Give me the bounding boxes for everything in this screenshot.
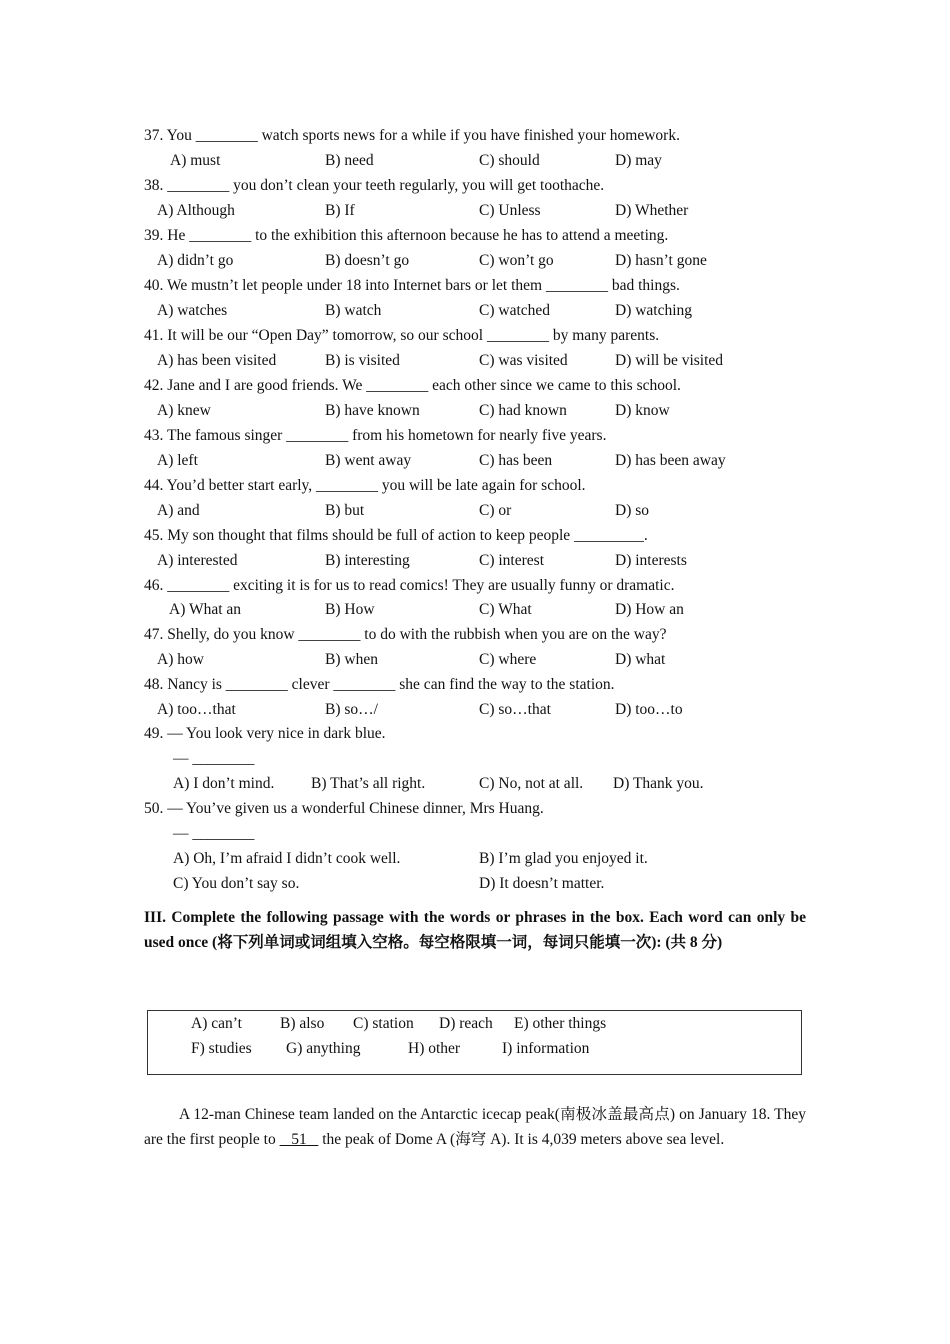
q50-option-a: A) Oh, I’m afraid I didn’t cook well.: [173, 850, 401, 867]
q43-option-d: D) has been away: [615, 452, 726, 469]
q42-option-d: D) know: [615, 402, 670, 419]
question-47: 47. Shelly, do you know ________ to do with the rubbish when you are on the way?: [144, 626, 667, 643]
q42-option-c: C) had known: [479, 402, 567, 419]
q47-option-b: B) when: [325, 651, 378, 668]
q38-option-b: B) If: [325, 202, 355, 219]
q50-option-d: D) It doesn’t matter.: [479, 875, 605, 892]
q49-reply-blank: — ________: [173, 750, 255, 767]
word-bank-box: [147, 1010, 802, 1075]
q48-option-a: A) too…that: [157, 701, 236, 718]
word-bank-item-a: A) can’t: [191, 1015, 242, 1032]
section-3-heading: III. Complete the following passage with the words or phrases in the box. Each word can only be used once (将下列单词或词组填入空格。每空格限填一词，每词只能填一次): (共 8 分): [144, 909, 806, 951]
q46-option-d: D) How an: [615, 601, 684, 618]
q50-option-c: C) You don’t say so.: [173, 875, 300, 892]
q49-option-c: C) No, not at all.: [479, 775, 584, 792]
question-40: 40. We mustn’t let people under 18 into Internet bars or let them ________ bad things.: [144, 277, 680, 294]
q46-option-c: C) What: [479, 601, 532, 618]
q39-option-d: D) hasn’t gone: [615, 252, 707, 269]
q37-option-d: D) may: [615, 152, 662, 169]
q45-option-b: B) interesting: [325, 552, 410, 569]
question-43: 43. The famous singer ________ from his hometown for nearly five years.: [144, 427, 607, 444]
q45-option-c: C) interest: [479, 552, 544, 569]
q44-option-c: C) or: [479, 502, 512, 519]
q38-option-a: A) Although: [157, 202, 235, 219]
question-41: 41. It will be our “Open Day” tomorrow, so our school ________ by many parents.: [144, 327, 660, 344]
q39-option-b: B) doesn’t go: [325, 252, 410, 269]
q49-option-a: A) I don’t mind.: [173, 775, 275, 792]
q39-option-c: C) won’t go: [479, 252, 554, 269]
question-45: 45. My son thought that films should be full of action to keep people _________.: [144, 527, 648, 544]
q50-reply-blank: — ________: [173, 825, 255, 842]
question-46: 46. ________ exciting it is for us to read comics! They are usually funny or dramatic.: [144, 577, 675, 594]
question-42: 42. Jane and I are good friends. We ________ each other since we came to this school.: [144, 377, 681, 394]
q42-option-b: B) have known: [325, 402, 420, 419]
q50-option-b: B) I’m glad you enjoyed it.: [479, 850, 648, 867]
q41-option-c: C) was visited: [479, 352, 568, 369]
passage-text-part-2: the peak of Dome A (海穹 A). It is 4,039 meters above sea level.: [318, 1131, 725, 1148]
q49-option-d: D) Thank you.: [613, 775, 704, 792]
question-49: 49. — You look very nice in dark blue.: [144, 725, 386, 742]
q45-option-d: D) interests: [615, 552, 687, 569]
q39-option-a: A) didn’t go: [157, 252, 234, 269]
q49-option-b: B) That’s all right.: [311, 775, 426, 792]
question-38: 38. ________ you don’t clean your teeth regularly, you will get toothache.: [144, 177, 605, 194]
q46-option-b: B) How: [325, 601, 375, 618]
q47-option-a: A) how: [157, 651, 204, 668]
q43-option-a: A) left: [157, 452, 198, 469]
q38-option-d: D) Whether: [615, 202, 689, 219]
q40-option-c: C) watched: [479, 302, 551, 319]
q47-option-d: D) what: [615, 651, 666, 668]
q44-option-a: A) and: [157, 502, 200, 519]
q38-option-c: C) Unless: [479, 202, 541, 219]
word-bank-item-g: G) anything: [286, 1040, 361, 1057]
q40-option-b: B) watch: [325, 302, 382, 319]
word-bank-item-e: E) other things: [514, 1015, 607, 1032]
question-37: 37. You ________ watch sports news for a while if you have finished your homework.: [144, 127, 680, 144]
word-bank-item-i: I) information: [502, 1040, 590, 1057]
q42-option-a: A) knew: [157, 402, 211, 419]
q47-option-c: C) where: [479, 651, 537, 668]
q48-option-c: C) so…that: [479, 701, 551, 718]
word-bank-item-d: D) reach: [439, 1015, 493, 1032]
q40-option-a: A) watches: [157, 302, 228, 319]
q46-option-a: A) What an: [169, 601, 242, 618]
q43-option-c: C) has been: [479, 452, 553, 469]
word-bank-item-c: C) station: [353, 1015, 414, 1032]
q40-option-d: D) watching: [615, 302, 693, 319]
q43-option-b: B) went away: [325, 452, 412, 469]
question-44: 44. You’d better start early, ________ you will be late again for school.: [144, 477, 586, 494]
q41-option-a: A) has been visited: [157, 352, 277, 369]
q37-option-c: C) should: [479, 152, 540, 169]
question-48: 48. Nancy is ________ clever ________ she can find the way to the station.: [144, 676, 615, 693]
q44-option-d: D) so: [615, 502, 650, 519]
q37-option-b: B) need: [325, 152, 374, 169]
passage-text-part-1: A 12-man Chinese team landed on the Antarctic icecap peak(南极冰盖最高点) on January 18. They are the first people to: [144, 1106, 806, 1148]
q41-option-b: B) is visited: [325, 352, 400, 369]
q44-option-b: B) but: [325, 502, 365, 519]
q45-option-a: A) interested: [157, 552, 238, 569]
question-50: 50. — You’ve given us a wonderful Chinese dinner, Mrs Huang.: [144, 800, 544, 817]
blank-51: 51: [291, 1131, 307, 1148]
word-bank-item-b: B) also: [280, 1015, 325, 1032]
q48-option-b: B) so…/: [325, 701, 378, 718]
question-39: 39. He ________ to the exhibition this afternoon because he has to attend a meeting.: [144, 227, 669, 244]
word-bank-item-f: F) studies: [191, 1040, 252, 1057]
q48-option-d: D) too…to: [615, 701, 683, 718]
q37-option-a: A) must: [170, 152, 221, 169]
word-bank-item-h: H) other: [408, 1040, 461, 1057]
reading-passage: [144, 1102, 806, 1152]
q41-option-d: D) will be visited: [615, 352, 724, 369]
